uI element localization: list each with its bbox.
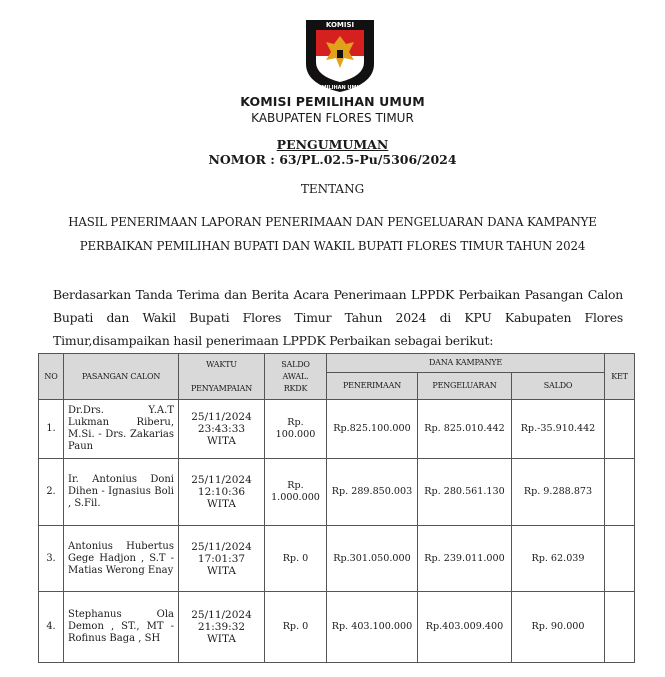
cell-zona: WITA <box>207 435 236 447</box>
campaign-fund-table <box>38 353 635 663</box>
title-line-2: PERBAIKAN PEMILIHAN BUPATI DAN WAKIL BUPATI FLORES TIMUR TAHUN 2024 <box>79 239 586 253</box>
header-penerimaan: PENERIMAAN <box>327 373 418 400</box>
cell-ket <box>605 459 635 526</box>
header-dana-kampanye: DANA KAMPANYE <box>327 354 605 373</box>
cell-no: 2. <box>39 459 64 526</box>
cell-zona: WITA <box>207 633 236 645</box>
cell-pengeluaran: Rp. 280.561.130 <box>418 459 512 526</box>
cell-saldo: Rp.-35.910.442 <box>512 400 605 459</box>
cell-pasangan: Ir. Antonius Doni Dihen - Ignasius Boli , S.Fil. <box>64 459 179 526</box>
cell-tanggal: 25/11/2024 <box>191 474 252 486</box>
logo-text-top: KOMISI <box>325 21 355 29</box>
cell-pasangan: Dr.Drs. Y.A.T Lukman Riberu, M.Si. - Drs. Zakarias Paun <box>64 400 179 459</box>
cell-jam: 17:01:37 <box>197 552 246 565</box>
header-waktu-line2: PENYAMPAIAN <box>190 383 252 393</box>
table-row <box>39 526 635 592</box>
cell-saldo-awal <box>265 400 327 459</box>
org-unit: KABUPATEN FLORES TIMUR <box>251 111 414 125</box>
cell-waktu <box>179 459 265 526</box>
org-name: KOMISI PEMILIHAN UMUM <box>240 94 425 109</box>
cell-no: 3. <box>39 526 64 592</box>
cell-jam: 23:43:33 <box>197 423 246 435</box>
cell-tanggal: 25/11/2024 <box>191 540 252 553</box>
cell-pasangan: Stephanus Ola Demon , ST., MT - Rofinus Baga , SH <box>64 592 179 663</box>
title-line-1: HASIL PENERIMAAN LAPORAN PENERIMAAN DAN PENGELUARAN DANA KAMPANYE <box>68 215 597 229</box>
cell-pasangan: Antonius Hubertus Gege Hadjon , S.T - Matias Werong Enay <box>64 526 179 592</box>
cell-ket <box>605 526 635 592</box>
header-saldo-awal-line2: AWAL <box>282 371 307 381</box>
cell-saldo-awal-line1: Rp. <box>287 480 304 491</box>
cell-penerimaan: Rp.301.050.000 <box>327 526 418 592</box>
kpu-logo <box>302 12 378 94</box>
cell-ket <box>605 592 635 663</box>
table-row <box>39 592 635 663</box>
header-saldo-awal: SALDO AWAL. RKDK <box>265 354 327 400</box>
header-waktu <box>179 354 265 400</box>
cell-saldo: Rp. 62.039 <box>512 526 605 592</box>
cell-zona: WITA <box>207 498 236 510</box>
header-saldo-awal-line3: RKDK <box>283 383 308 393</box>
intro-paragraph: Berdasarkan Tanda Terima dan Berita Acara Penerimaan LPPDK Perbaikan Pasangan Calon Bupati dan Wakil Bupati Flores Timur Tahun 2024 di KPU Kabupaten Flores Timur,disampaikan hasil penerimaan LPPDK Perbaikan sebagai berikut: <box>53 287 623 348</box>
cell-no: 4. <box>39 592 64 663</box>
header-no: NO <box>39 354 64 400</box>
header-saldo-awal-line1: SALDO <box>281 359 310 369</box>
cell-jam: 21:39:32 <box>197 621 246 633</box>
header-ket: KET <box>605 354 635 400</box>
cell-pengeluaran: Rp.403.009.400 <box>418 592 512 663</box>
cell-jam: 12:10:36 <box>197 486 246 498</box>
cell-saldo-awal-line2: 100.000 <box>275 429 316 440</box>
cell-ket <box>605 400 635 459</box>
cell-no: 1. <box>39 400 64 459</box>
header-pasangan: PASANGAN CALON <box>64 354 179 400</box>
kpu-emblem-icon <box>302 12 378 94</box>
cell-waktu <box>179 526 265 592</box>
cell-zona: WITA <box>207 564 236 577</box>
table-row <box>39 459 635 526</box>
cell-penerimaan: Rp. 289.850.003 <box>327 459 418 526</box>
doc-number: NOMOR : 63/PL.02.5-Pu/5306/2024 <box>208 152 457 167</box>
header-waktu-line1: WAKTU <box>206 359 237 369</box>
cell-saldo: Rp. 9.288.873 <box>512 459 605 526</box>
header-pengeluaran: PENGELUARAN <box>418 373 512 400</box>
cell-saldo-awal <box>265 459 327 526</box>
cell-tanggal: 25/11/2024 <box>191 411 252 423</box>
cell-saldo-awal-line1: Rp. <box>287 417 304 428</box>
cell-saldo-awal-line2: 1.000.000 <box>271 492 320 503</box>
logo-text-bottom: PEMILIHAN UMUM <box>314 85 366 91</box>
cell-waktu <box>179 592 265 663</box>
header-saldo: SALDO <box>512 373 605 400</box>
cell-saldo-awal: Rp. 0 <box>265 526 327 592</box>
cell-tanggal: 25/11/2024 <box>191 609 252 621</box>
about-label: TENTANG <box>300 182 365 196</box>
table-row <box>39 400 635 459</box>
doc-type: PENGUMUMAN <box>276 137 389 152</box>
cell-saldo-awal: Rp. 0 <box>265 592 327 663</box>
cell-waktu <box>179 400 265 459</box>
cell-pengeluaran: Rp. 825.010.442 <box>418 400 512 459</box>
cell-penerimaan: Rp.825.100.000 <box>327 400 418 459</box>
cell-penerimaan: Rp. 403.100.000 <box>327 592 418 663</box>
cell-pengeluaran: Rp. 239.011.000 <box>418 526 512 592</box>
cell-saldo: Rp. 90.000 <box>512 592 605 663</box>
